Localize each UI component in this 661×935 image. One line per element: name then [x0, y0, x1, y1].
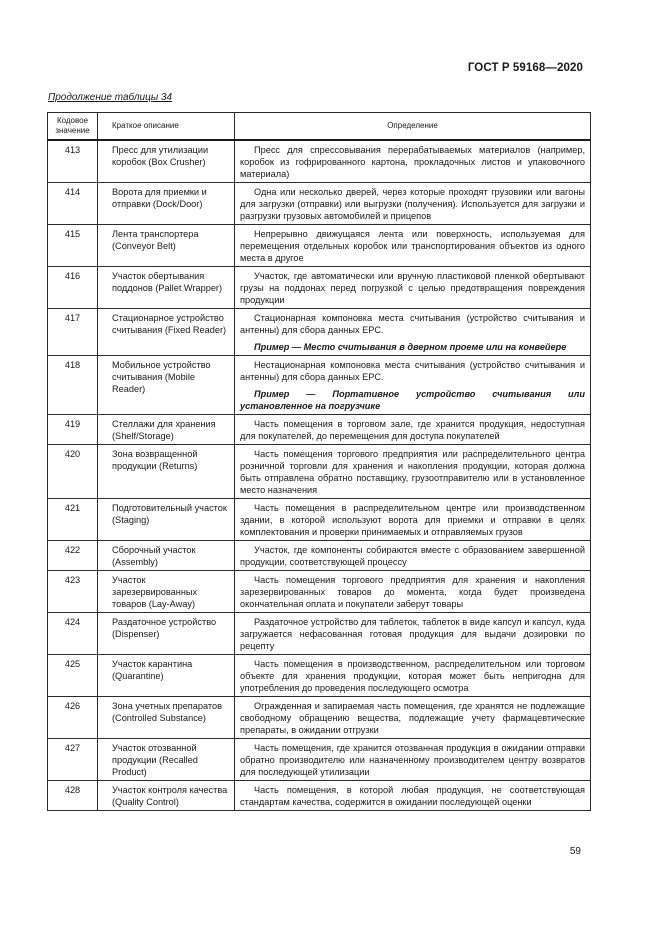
table-row: [48, 541, 591, 571]
definition-text: Часть помещения торгового предприятия для хранения и накопления зарезервированных товаров до момента, когда будет произведена окончательная оплата и покупатели заберут товары: [240, 575, 585, 609]
definition-text: Раздаточное устройство для таблеток, таблеток в виде капсул и капсул, куда загружается нефасованная готовая продукция для выдачи дозировки по рецепту: [240, 617, 585, 651]
table-row: [48, 445, 591, 499]
table-row: [48, 140, 591, 183]
table-row: [48, 415, 591, 445]
cell-brief-description: Участок карантина (Quarantine): [98, 655, 235, 697]
cell-brief-description: Ворота для приемки и отправки (Dock/Door): [98, 183, 235, 225]
cell-brief-description: Зона учетных препаратов (Controlled Substance): [98, 697, 235, 739]
definition-text: Нестационарная компоновка места считывания (устройство считывания и антенны) для сбора данных EPC.: [240, 360, 585, 382]
cell-brief-description: Участок отозванной продукции (Recalled Product): [98, 739, 235, 781]
cell-code: 422: [48, 541, 98, 571]
cell-brief-description: Подготовительный участок (Staging): [98, 499, 235, 541]
page-number: 59: [569, 846, 581, 857]
cell-definition: [235, 140, 591, 183]
table-row: [48, 183, 591, 225]
table-row: [48, 499, 591, 541]
table-row: [48, 781, 591, 811]
definition-example: Пример — Место считывания в дверном проеме или на конвейере: [254, 342, 567, 352]
cell-definition: [235, 183, 591, 225]
cell-definition: [235, 781, 591, 811]
cell-definition: [235, 571, 591, 613]
cell-definition: [235, 356, 591, 415]
column-header-code: Кодовое значение: [48, 113, 98, 141]
table-row: [48, 613, 591, 655]
column-header-definition: Определение: [235, 113, 591, 141]
cell-code: 417: [48, 309, 98, 356]
cell-definition: [235, 697, 591, 739]
cell-code: 425: [48, 655, 98, 697]
table-body: [48, 140, 591, 811]
cell-code: 426: [48, 697, 98, 739]
cell-definition: [235, 541, 591, 571]
cell-brief-description: Участок обертывания поддонов (Pallet Wrapper): [98, 267, 235, 309]
cell-definition: [235, 655, 591, 697]
table-row: [48, 267, 591, 309]
cell-code: 418: [48, 356, 98, 415]
table-row: [48, 739, 591, 781]
cell-code: 419: [48, 415, 98, 445]
cell-code: 427: [48, 739, 98, 781]
cell-brief-description: Мобильное устройство считывания (Mobile Reader): [98, 356, 235, 415]
definition-text: Часть помещения, в которой любая продукция, не соответствующая стандартам качества, содержится в ожидании последующей оценки: [240, 785, 585, 807]
cell-brief-description: Лента транспортера (Conveyor Belt): [98, 225, 235, 267]
cell-brief-description: Участок контроля качества (Quality Control): [98, 781, 235, 811]
cell-brief-description: Участок зарезервированных товаров (Lay-Away): [98, 571, 235, 613]
cell-brief-description: Пресс для утилизации коробок (Box Crusher): [98, 140, 235, 183]
definition-text: Часть помещения в торговом зале, где хранится продукция, недоступная для покупателей, до перемещения для доступа покупателей: [240, 419, 585, 441]
cell-definition: [235, 225, 591, 267]
definition-text: Часть помещения в распределительном центре или производственном здании, в которой используют ворота для приемки и отправки в целях комплектования и проверки принимаемых и отправляемых грузов: [240, 503, 585, 537]
definition-example: Пример — Портативное устройство считывания или установленное на погрузчике: [240, 389, 585, 411]
codes-table: [47, 112, 591, 811]
cell-definition: [235, 613, 591, 655]
cell-definition: [235, 739, 591, 781]
table-row: [48, 571, 591, 613]
table-row: [48, 309, 591, 356]
definition-text: Часть помещения торгового предприятия или распределительного центра розничной торговли для хранения и накопления продукции, которая должна быть отправлена обратно поставщику, грузоотправителю или в установленное место назначения: [240, 449, 585, 495]
definition-text: Участок, где автоматически или вручную пластиковой пленкой обертывают грузы на поддонах перед погрузкой с целью предотвращения повреждения продукции: [240, 271, 585, 305]
cell-brief-description: Сборочный участок (Assembly): [98, 541, 235, 571]
document-code: ГОСТ Р 59168—2020: [467, 62, 583, 74]
cell-code: 424: [48, 613, 98, 655]
cell-code: 414: [48, 183, 98, 225]
table-row: [48, 655, 591, 697]
cell-brief-description: Стационарное устройство считывания (Fixed Reader): [98, 309, 235, 356]
cell-code: 423: [48, 571, 98, 613]
definition-text: Непрерывно движущаяся лента или поверхность, используемая для перемещения отдельных коробок или транспортирования объектов из одного места в другое: [240, 229, 585, 263]
cell-definition: [235, 445, 591, 499]
cell-code: 416: [48, 267, 98, 309]
cell-code: 415: [48, 225, 98, 267]
definition-text: Часть помещения в производственном, распределительном или торговом объекте для хранения продукции, которая может быть непригодна для употребления до проведения последующего осмотра: [240, 659, 585, 693]
definition-text: Часть помещения, где хранится отозванная продукция в ожидании отправки обратно производителю или назначенному производителем центру возвратов для последующей утилизации: [240, 743, 585, 777]
cell-code: 428: [48, 781, 98, 811]
definition-text: Одна или несколько дверей, через которые проходят грузовики или вагоны для загрузки (отправки) или выгрузки (получения). Используется для загрузки и разгрузки грузовых автомобилей и прицепов: [240, 187, 585, 221]
cell-definition: [235, 309, 591, 356]
cell-code: 420: [48, 445, 98, 499]
cell-definition: [235, 415, 591, 445]
definition-text: Огражденная и запираемая часть помещения, где хранятся не подлежащие свободному обращению вещества, подлежащие учету фармацевтические препараты, в ожидании отгрузки: [240, 701, 585, 735]
cell-definition: [235, 499, 591, 541]
cell-code: 421: [48, 499, 98, 541]
definition-text: Стационарная компоновка места считывания (устройство считывания и антенны) для сбора данных EPC.: [240, 313, 585, 335]
cell-definition: [235, 267, 591, 309]
cell-brief-description: Раздаточное устройство (Dispenser): [98, 613, 235, 655]
table-header-row: [48, 113, 591, 141]
definition-text: Участок, где компоненты собираются вместе с образованием завершенной продукции, соответствующей процессу: [240, 545, 585, 567]
cell-code: 413: [48, 140, 98, 183]
column-header-brief: Краткое описание: [98, 113, 235, 141]
table-continuation-caption: Продолжение таблицы 34: [48, 92, 173, 103]
cell-brief-description: Стеллажи для хранения (Shelf/Storage): [98, 415, 235, 445]
definition-text: Пресс для спрессовывания перерабатываемых материалов (например, коробок из гофрированного картона, прокладочных листов и упаковочного материала): [240, 145, 585, 179]
table-row: [48, 356, 591, 415]
cell-brief-description: Зона возвращенной продукции (Returns): [98, 445, 235, 499]
table-row: [48, 225, 591, 267]
table-row: [48, 697, 591, 739]
